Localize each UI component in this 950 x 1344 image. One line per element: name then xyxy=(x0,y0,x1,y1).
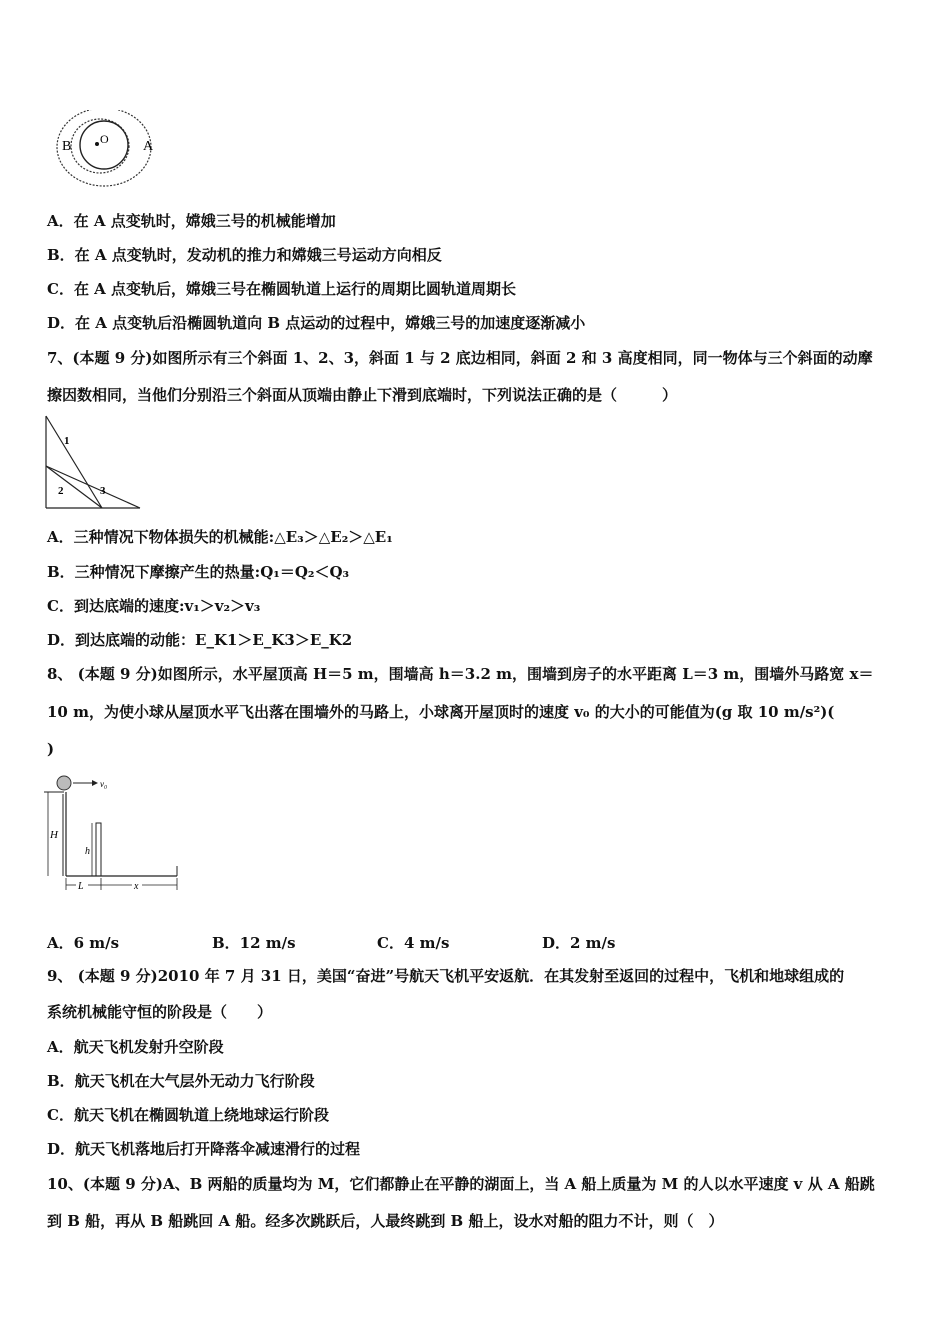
q8-option-d: D．2 m/s xyxy=(542,934,616,952)
q6-option-a: A．在 A 点变轨时，嫦娥三号的机械能增加 xyxy=(47,212,336,230)
q7-option-a xyxy=(47,527,393,547)
q7-option-a-text: A．三种情况下物体损失的机械能: xyxy=(47,528,275,546)
q7-option-c-text: C．到达底端的速度: xyxy=(47,597,185,615)
projectile-figure xyxy=(40,774,185,898)
q8-stem-line3: ) xyxy=(47,740,55,758)
q10-stem-line2: 到 B 船，再从 B 船跳回 A 船。经多次跳跃后，人最终跳到 B 船上，设水对船的阻力不计，则（ ） xyxy=(47,1212,724,1230)
q6-option-b: B．在 A 点变轨时，发动机的推力和嫦娥三号运动方向相反 xyxy=(47,246,442,264)
orbit-figure xyxy=(48,110,163,192)
q8-stem-line2: 10 m，为使小球从屋顶水平飞出落在围墙外的马路上，小球离开屋顶时的速度 v₀ 的大小的可能值为(g 取 10 m/s²)( xyxy=(47,703,835,721)
label-v0: v₀ xyxy=(100,779,108,789)
q10-stem-line1: 10、(本题 9 分)A、B 两船的质量均为 M，它们都静止在平静的湖面上，当 A 船上质量为 M 的人以水平速度 v 从 A 船跳 xyxy=(47,1175,875,1193)
orbit-label-b: B xyxy=(62,139,72,154)
q7-option-d-expr: E_K1＞E_K3＞E_K2 xyxy=(195,631,353,649)
q7-option-b xyxy=(47,562,349,582)
q7-option-b-expr: Q₁＝Q₂＜Q₃ xyxy=(260,563,350,581)
incline-label-1: 1 xyxy=(64,435,70,447)
q6-option-c: C．在 A 点变轨后，嫦娥三号在椭圆轨道上运行的周期比圆轨道周期长 xyxy=(47,280,517,298)
q8-option-c: C．4 m/s xyxy=(377,934,450,952)
q7-option-d xyxy=(47,630,352,650)
incline-figure xyxy=(44,414,144,512)
q7-stem-line1: 7、(本题 9 分)如图所示有三个斜面 1、2、3，斜面 1 与 2 底边相同，斜面 2 和 3 高度相同，同一物体与三个斜面的动摩 xyxy=(47,349,873,367)
q8-option-a: A．6 m/s xyxy=(47,934,120,952)
q9-stem-line2: 系统机械能守恒的阶段是（ ） xyxy=(47,1003,273,1021)
q9-stem-line1: 9、 (本题 9 分)2010 年 7 月 31 日，美国“奋进”号航天飞机平安返航．在其发射至返回的过程中，飞机和地球组成的 xyxy=(47,967,845,985)
q7-option-d-text: D．到达底端的动能： xyxy=(47,631,196,649)
label-h: h xyxy=(85,846,90,857)
label-H: H xyxy=(50,829,58,841)
q7-option-a-expr: △E₃＞△E₂＞△E₁ xyxy=(274,528,393,546)
orbit-label-o: O xyxy=(100,132,109,146)
incline-label-3: 3 xyxy=(100,485,106,497)
label-x: x xyxy=(134,881,139,892)
q7-stem-line2: 擦因数相同，当他们分别沿三个斜面从顶端由静止下滑到底端时，下列说法正确的是（ ） xyxy=(47,386,678,404)
q9-option-d: D．航天飞机落地后打开降落伞减速滑行的过程 xyxy=(47,1140,361,1158)
q6-option-d: D．在 A 点变轨后沿椭圆轨道向 B 点运动的过程中，嫦娥三号的加速度逐渐减小 xyxy=(47,314,586,332)
q8-option-b: B．12 m/s xyxy=(212,934,296,952)
q7-option-b-text: B．三种情况下摩擦产生的热量: xyxy=(47,563,261,581)
q8-stem-line1: 8、 (本题 9 分)如图所示，水平屋顶高 H＝5 m，围墙高 h＝3.2 m，围墙到房子的水平距离 L＝3 m，围墙外马路宽 x＝ xyxy=(47,665,874,683)
label-L: L xyxy=(78,881,84,892)
q7-option-c-expr: v₁＞v₂＞v₃ xyxy=(184,597,261,615)
q9-option-a: A．航天飞机发射升空阶段 xyxy=(47,1038,224,1056)
q9-option-b: B．航天飞机在大气层外无动力飞行阶段 xyxy=(47,1072,315,1090)
incline-label-2: 2 xyxy=(58,485,64,497)
q7-option-c xyxy=(47,596,260,616)
orbit-label-a: A xyxy=(143,139,154,154)
q9-option-c: C．航天飞机在椭圆轨道上绕地球运行阶段 xyxy=(47,1106,329,1124)
